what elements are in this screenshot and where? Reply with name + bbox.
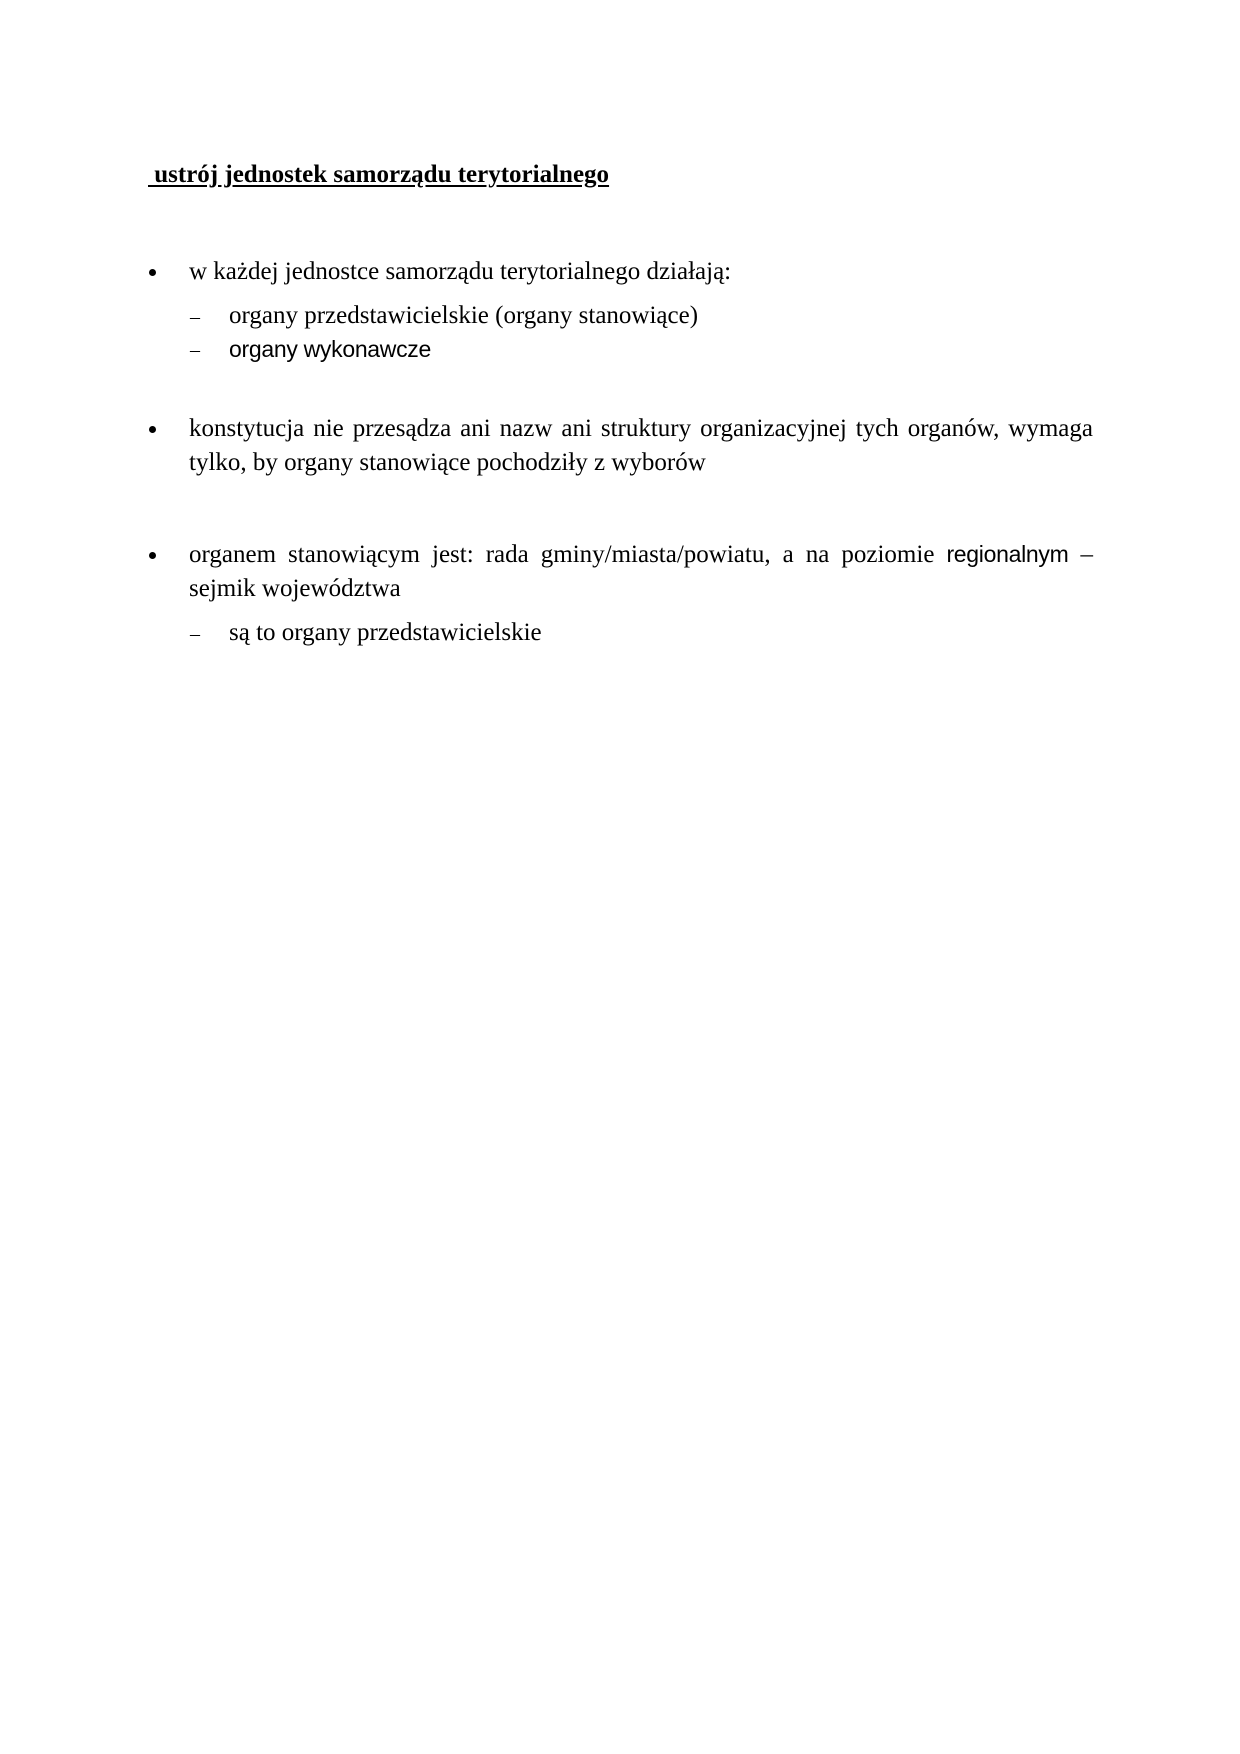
section-2-text: konstytucja nie przesądza ani nazw ani struktury organizacyjnej tych organów, wymaga tylko, by organy stanowiące pochodziły z wyborów xyxy=(189,415,1093,476)
section-3-text-part3: – sejmik województwa xyxy=(189,541,1093,602)
document-title: ustrój jednostek samorządu terytorialnego xyxy=(148,161,610,188)
sub-bullet-dash: – xyxy=(190,339,200,361)
section-3-text-emphasis: regionalnym xyxy=(946,541,1069,567)
section-3-subitem-1: są to organy przedstawicielskie xyxy=(229,619,542,646)
section-1-subitem-2: organy wykonawcze xyxy=(229,336,432,362)
bullet-icon xyxy=(149,426,156,433)
section-1-subitem-1: organy przedstawicielskie (organy stanowiące) xyxy=(229,302,699,329)
section-1-text: w każdej jednostce samorządu terytorialnego działają: xyxy=(189,258,732,285)
bullet-icon xyxy=(149,269,156,276)
section-3-text-part1: organem stanowiącym jest: rada gminy/miasta/powiatu, a na poziomie xyxy=(189,541,947,568)
sub-bullet-dash: – xyxy=(190,623,200,645)
sub-bullet-dash: – xyxy=(190,306,200,328)
section-3-text xyxy=(189,537,1093,606)
bullet-icon xyxy=(149,552,156,559)
